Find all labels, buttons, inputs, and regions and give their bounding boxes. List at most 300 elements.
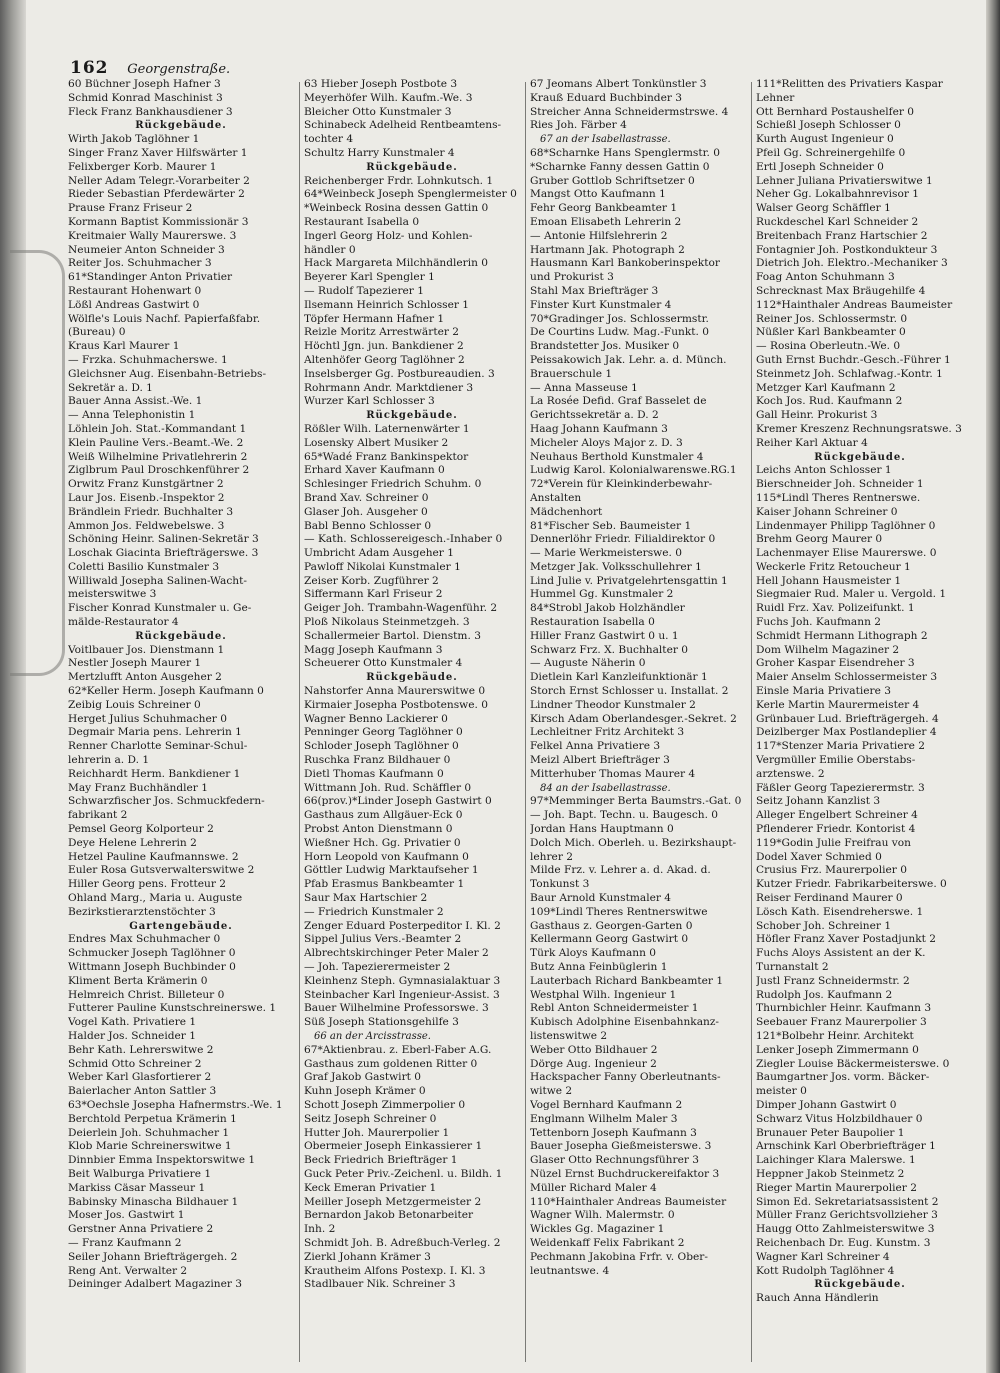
entry-line: Reiser Ferdinand Maurer 0 (756, 892, 903, 905)
entry-line: 66(prov.)*Linder Joseph Gastwirt 0 (304, 795, 492, 808)
entry-line: händler 0 (304, 243, 356, 256)
entry-line: 66 an der Arcisstrasse. (314, 1030, 431, 1042)
entry-line: Seitz Joseph Schreiner 0 (304, 1112, 437, 1125)
entry-line: Micheler Aloys Major z. D. 3 (530, 436, 683, 449)
entry-line: Pechmann Jakobina Frfr. v. Ober- (530, 1250, 708, 1263)
entry-line: Rudolph Jos. Kaufmann 2 (756, 988, 893, 1001)
entry-line: Reiher Karl Aktuar 4 (756, 436, 868, 449)
entry-line: Ott Bernhard Postaushelfer 0 (756, 105, 915, 118)
entry-line: Ruckdeschel Karl Schneider 2 (756, 215, 919, 228)
entry-line: — Friedrich Kunstmaler 2 (304, 905, 444, 918)
entry-line: Hiller Franz Gastwirt 0 u. 1 (530, 629, 679, 642)
entry-line: Rebl Anton Schneidermeister 1 (530, 1002, 699, 1015)
entry-line: Rückgebäude. (366, 410, 458, 422)
entry-line: — Frzka. Schuhmacherswe. 1 (68, 353, 228, 366)
entry-line: Turnanstalt 2 (756, 961, 829, 973)
entry-line: Losensky Albert Musiker 2 (304, 436, 449, 449)
entry-line: Wießner Hch. Gg. Privatier 0 (304, 836, 461, 849)
entry-line: — Anna Masseuse 1 (530, 381, 638, 394)
entry-line: Rieder Sebastian Pferdewärter 2 (68, 188, 245, 201)
entry-line: Zenger Eduard Posterpeditor I. Kl. 2 (304, 919, 501, 932)
entry-line: Felixberger Korb. Maurer 1 (68, 160, 217, 173)
entry-line: Gasthaus zum goldenen Ritter 0 (304, 1057, 478, 1070)
entry-line: leutnantswe. 4 (530, 1264, 610, 1277)
entry-line: Kremer Kreszenz Rechnungsratswe. 3 (756, 422, 962, 435)
entry-line: und Prokurist 3 (530, 271, 614, 284)
entry-line: Kott Rudolph Taglöhner 4 (756, 1264, 895, 1277)
entry-line: Kormann Baptist Kommissionär 3 (68, 215, 249, 228)
entry-line: Euler Rosa Gutsverwalterswitwe 2 (68, 864, 255, 877)
entry-line: Schober Joh. Schreiner 1 (756, 919, 892, 932)
entry-line: Tettenborn Joseph Kaufmann 3 (530, 1126, 697, 1139)
entry-line: Loschak Giacinta Briefträgerswe. 3 (68, 547, 259, 560)
entry-line: Kreitmaier Wally Maurerswe. 3 (68, 229, 237, 242)
entry-line: Höchtl Jgn. jun. Bankdiener 2 (304, 340, 464, 353)
entry-line: Reizle Moritz Arrestwärter 2 (304, 326, 460, 339)
entry-line: Inh. 2 (304, 1223, 336, 1236)
column-rule (751, 82, 752, 1362)
entry-line: Horn Leopold von Kaufmann 0 (304, 850, 469, 863)
entry-line: Zeiser Korb. Zugführer 2 (304, 574, 439, 587)
entry-line: Voitlbauer Jos. Dienstmann 1 (68, 643, 225, 656)
entry-line: Gasthaus z. Georgen-Garten 0 (530, 919, 693, 932)
entry-line: 81*Fischer Seb. Baumeister 1 (530, 519, 692, 532)
entry-line: — Antonie Hilfslehrerin 2 (530, 229, 668, 242)
entry-line: Wagner Benno Lackierer 0 (304, 712, 448, 725)
entry-line: Wittmann Joh. Rud. Schäffler 0 (304, 781, 472, 794)
entry-line: Alleger Engelbert Schreiner 4 (756, 809, 918, 822)
entry-line: Pemsel Georg Kolporteur 2 (68, 823, 214, 836)
entry-line: Hetzel Pauline Kaufmannswe. 2 (68, 850, 239, 863)
entry-line: Neher Gg. Lokalbahnrevisor 1 (756, 188, 920, 201)
entry-line: 63*Oechsle Josepha Hafnermstrs.-We. 1 (68, 1098, 283, 1111)
entry-line: Ziegler Louise Bäckermeisterswe. 0 (756, 1057, 950, 1070)
entry-line: *Weinbeck Rosina dessen Gattin 0 (304, 202, 489, 215)
entry-line: (Bureau) 0 (68, 326, 126, 339)
entry-line: Tonkunst 3 (530, 878, 590, 891)
entry-line: Vogel Bernhard Kaufmann 2 (530, 1098, 683, 1111)
entry-line: Meiller Joseph Metzgermeister 2 (304, 1195, 482, 1208)
entry-line: Hutter Joh. Maurerpolier 1 (304, 1126, 450, 1139)
entry-line: Schmidt Joh. B. Adreßbuch-Verleg. 2 (304, 1236, 501, 1249)
entry-line: Schwarz Vitus Holzbildhauer 0 (756, 1112, 923, 1125)
entry-line: Geiger Joh. Trambahn-Wagenführ. 2 (304, 602, 498, 615)
entry-line: — Rosina Oberleutn.-We. 0 (756, 340, 901, 353)
entry-line: Stadlbauer Nik. Schreiner 3 (304, 1278, 456, 1291)
entry-line: Scheuerer Otto Kunstmaler 4 (304, 657, 463, 670)
entry-line: Westphal Wilh. Ingenieur 1 (530, 988, 677, 1001)
entry-line: Metzger Jak. Volksschullehrer 1 (530, 560, 702, 573)
entry-line: Dodel Xaver Schmied 0 (756, 850, 882, 863)
entry-line: Haag Johann Kaufmann 3 (530, 422, 668, 435)
entry-line: Schallermeier Bartol. Dienstm. 3 (304, 629, 481, 642)
entry-line: Lindenmayer Philipp Taglöhner 0 (756, 519, 936, 532)
entry-line: Gerichtssekretär a. D. 2 (530, 409, 659, 422)
entry-line: Seiler Johann Briefträgergeh. 2 (68, 1250, 238, 1263)
entry-line: Restaurant Hohenwart 0 (68, 284, 202, 297)
entry-line: Dietlein Karl Kanzleifunktionär 1 (530, 671, 708, 684)
entry-line: Rückgebäude. (366, 672, 458, 684)
entry-line: Lößl Andreas Gastwirt 0 (68, 298, 200, 311)
entry-line: Lehner Juliana Privatierswitwe 1 (756, 174, 933, 187)
entry-line: Ploß Nikolaus Steinmetzgeh. 3 (304, 616, 470, 629)
entry-line: Probst Anton Dienstmann 0 (304, 823, 453, 836)
entry-line: Umbricht Adam Ausgeher 1 (304, 547, 454, 560)
entry-line: Schwarz Frz. X. Buchhalter 0 (530, 643, 689, 656)
entry-line: Inselsberger Gg. Postbureaudien. 3 (304, 367, 495, 380)
entry-line: Bierschneider Joh. Schneider 1 (756, 478, 924, 491)
entry-line: Lind Julie v. Privatgelehrtensgattin 1 (530, 574, 728, 587)
entry-line: Schott Joseph Zimmerpolier 0 (304, 1098, 466, 1111)
entry-line: Kurth August Ingenieur 0 (756, 133, 894, 146)
entry-line: Grünbauer Lud. Briefträgergeh. 4 (756, 712, 939, 725)
entry-line: Steinmetz Joh. Schlafwag.-Kontr. 1 (756, 367, 943, 380)
entry-line: Deye Helene Lehrerin 2 (68, 836, 197, 849)
entry-line: Krauß Eduard Buchbinder 3 (530, 91, 683, 104)
entry-line: — Joh. Bapt. Techn. u. Baugesch. 0 (530, 809, 719, 822)
book-binding (0, 0, 26, 1373)
entry-line: Schießl Joseph Schlosser 0 (756, 119, 901, 132)
entry-line: Baur Arnold Kunstmaler 4 (530, 892, 672, 905)
entry-line: 97*Memminger Berta Baumstrs.-Gat. 0 (530, 795, 742, 808)
entry-line: Krautheim Alfons Postexp. I. Kl. 3 (304, 1264, 486, 1277)
entry-line: Dom Wilhelm Magaziner 2 (756, 643, 900, 656)
entry-line: Streicher Anna Schneidermstrswe. 4 (530, 105, 729, 118)
entry-line: Ingerl Georg Holz- und Kohlen- (304, 229, 473, 242)
entry-line: Saur Max Hartschier 2 (304, 892, 428, 905)
entry-line: 67*Aktienbrau. z. Eberl-Faber A.G. (304, 1043, 492, 1056)
entry-line: Rückgebäude. (814, 1279, 906, 1291)
page-number: 162 (70, 58, 109, 78)
entry-line: Baierlacher Anton Sattler 3 (68, 1085, 217, 1098)
entry-line: Kerle Martin Maurermeister 4 (756, 698, 920, 711)
entry-line: meister 0 (756, 1085, 807, 1098)
entry-line: Deizlberger Max Postlandeplier 4 (756, 726, 937, 739)
entry-line: Ilsemann Heinrich Schlosser 1 (304, 298, 470, 311)
entry-line: Schloder Joseph Taglöhner 0 (304, 740, 459, 753)
entry-line: Seebauer Franz Maurerpolier 3 (756, 1016, 927, 1029)
entry-line: Orwitz Franz Kunstgärtner 2 (68, 478, 224, 491)
entry-line: Meyerhöfer Wilh. Kaufm.-We. 3 (304, 91, 473, 104)
entry-line: Graf Jakob Gastwirt 0 (304, 1071, 421, 1084)
entry-line: Ruidl Frz. Xav. Polizeifunkt. 1 (756, 602, 915, 615)
entry-line: 67 an der Isabellastrasse. (540, 134, 671, 146)
entry-line: Lachenmayer Elise Maurerswe. 0 (756, 547, 937, 560)
entry-line: Laur Jos. Eisenb.-Inspektor 2 (68, 491, 225, 504)
entry-line: Brehm Georg Maurer 0 (756, 533, 883, 546)
entry-line: Brunauer Peter Baupolier 1 (756, 1126, 905, 1139)
entry-line: Heppner Jakob Steinmetz 2 (756, 1167, 905, 1180)
entry-line: Magg Joseph Kaufmann 3 (304, 643, 443, 656)
entry-line: Emoan Elisabeth Lehrerin 2 (530, 215, 682, 228)
entry-line: Schmid Konrad Maschinist 3 (68, 91, 223, 104)
entry-line: Endres Max Schuhmacher 0 (68, 933, 221, 946)
entry-line: Rückgebäude. (366, 161, 458, 173)
entry-line: Steinbacher Karl Ingenieur-Assist. 3 (304, 988, 500, 1001)
entry-line: Bezirkstierarztenstöchter 3 (68, 905, 216, 918)
entry-line: Wurzer Karl Schlosser 3 (304, 395, 435, 408)
entry-line: Fischer Konrad Kunstmaler u. Ge- (68, 602, 252, 615)
entry-line: Zierkl Johann Krämer 3 (304, 1250, 431, 1263)
entry-line: Einsle Maria Privatiere 3 (756, 685, 891, 698)
entry-line: Maier Anselm Schlossermeister 3 (756, 671, 938, 684)
entry-line: Dimper Johann Gastwirt 0 (756, 1098, 897, 1111)
entry-line: Penninger Georg Taglöhner 0 (304, 726, 463, 739)
entry-line: Schmidt Hermann Lithograph 2 (756, 629, 928, 642)
column-rule (525, 82, 526, 1362)
entry-line: 60 Büchner Joseph Hafner 3 (68, 78, 221, 90)
entry-line: Altenhöfer Georg Taglöhner 2 (304, 353, 465, 366)
column-3 (530, 78, 748, 1368)
entry-line: — Marie Werkmeisterswe. 0 (530, 547, 682, 560)
entry-line: Kaiser Johann Schreiner 0 (756, 505, 898, 518)
entry-line: Koch Jos. Rud. Kaufmann 2 (756, 395, 903, 408)
entry-line: Coletti Basilio Kunstmaler 3 (68, 560, 220, 573)
entry-line: Glaser Joh. Ausgeher 0 (304, 505, 428, 518)
entry-line: Gartengebäude. (129, 920, 233, 932)
entry-line: Reiter Jos. Schuhmacher 3 (68, 257, 212, 270)
entry-line: Schmucker Joseph Taglöhner 0 (68, 947, 236, 960)
entry-line: Sippel Julius Vers.-Beamter 2 (304, 933, 462, 946)
entry-line: Lechleitner Fritz Architekt 3 (530, 726, 685, 739)
entry-line: Lenker Joseph Zimmermann 0 (756, 1043, 919, 1056)
entry-line: Kirmaier Josepha Postbotenswe. 0 (304, 698, 488, 711)
entry-line: 84*Strobl Jakob Holzhändler (530, 602, 685, 615)
entry-line: Beit Walburga Privatiere 1 (68, 1167, 212, 1180)
entry-line: Nüzel Ernst Buchdruckereifaktor 3 (530, 1167, 720, 1180)
entry-line: mälde-Restaurator 4 (68, 616, 179, 629)
entry-line: Brauerschule 1 (530, 367, 613, 380)
entry-line: Moser Jos. Gastwirt 1 (68, 1209, 185, 1222)
entry-line: witwe 2 (530, 1085, 573, 1098)
entry-line: Rückgebäude. (135, 630, 227, 642)
entry-line: Schlesinger Friedrich Schuhm. 0 (304, 478, 482, 491)
binder-clip (10, 250, 65, 676)
page-edge (986, 0, 1000, 1373)
entry-line: Zeibig Louis Schreiner 0 (68, 698, 201, 711)
entry-line: Reiner Jos. Schlossermstr. 0 (756, 312, 908, 325)
entry-line: Dinnbier Emma Inspektorswitwe 1 (68, 1154, 256, 1167)
entry-line: Rohrmann Andr. Marktdiener 3 (304, 381, 474, 394)
entry-line: Babl Benno Schlosser 0 (304, 519, 432, 532)
entry-line: Laichinger Klara Malerswe. 1 (756, 1154, 916, 1167)
entry-line: Wittmann Joseph Buchbinder 0 (68, 961, 236, 973)
entry-line: Rückgebäude. (814, 451, 906, 463)
entry-line: arztenswe. 2 (756, 767, 825, 780)
entry-line: Restauration Isabella 0 (530, 616, 655, 629)
entry-line: Neuhaus Berthold Kunstmaler 4 (530, 450, 704, 463)
entry-line: 67 Jeomans Albert Tonkünstler 3 (530, 78, 707, 90)
entry-line: Nahstorfer Anna Maurerswitwe 0 (304, 685, 486, 698)
entry-line: Dennerlöhr Friedr. Filialdirektor 0 (530, 533, 716, 546)
entry-line: Rückgebäude. (135, 120, 227, 132)
entry-line: Mangst Otto Kaufmann 1 (530, 188, 666, 201)
entry-line: Markiss Cäsar Masseur 1 (68, 1181, 206, 1194)
entry-line: meisterswitwe 3 (68, 588, 157, 601)
entry-line: Pawloff Nikolai Kunstmaler 1 (304, 560, 461, 573)
entry-line: Hackspacher Fanny Oberleutnants- (530, 1071, 721, 1084)
entry-line: Ammon Jos. Feldwebelswe. 3 (68, 519, 225, 532)
entry-line: De Courtins Ludw. Mag.-Funkt. 0 (530, 326, 709, 339)
entry-line: lehrerin a. D. 1 (68, 754, 150, 767)
entry-line: Brandstetter Jos. Musiker 0 (530, 340, 680, 353)
entry-line: Bauer Josepha Gießmeisterswe. 3 (530, 1140, 712, 1153)
entry-line: Nüßler Karl Bankbeamter 0 (756, 326, 906, 339)
entry-line: Müller Franz Gerichtsvollzieher 3 (756, 1209, 938, 1222)
entry-line: Herget Julius Schuhmacher 0 (68, 712, 227, 725)
entry-line: Jordan Hans Hauptmann 0 (530, 823, 674, 836)
entry-line: Reichhardt Herm. Bankdiener 1 (68, 767, 241, 780)
entry-line: 62*Keller Herm. Joseph Kaufmann 0 (68, 685, 264, 698)
entry-line: Klob Marie Schreinerswitwe 1 (68, 1140, 232, 1153)
entry-line: Fleck Franz Bankhausdiener 3 (68, 105, 233, 118)
entry-line: Prause Franz Friseur 2 (68, 202, 193, 215)
entry-line: — Auguste Näherin 0 (530, 657, 646, 670)
entry-line: Schöning Heinr. Salinen-Sekretär 3 (68, 533, 259, 546)
entry-line: Brändlein Friedr. Buchhalter 3 (68, 505, 234, 518)
entry-line: Rauch Anna Händlerin (756, 1292, 879, 1305)
entry-line: Obermeier Joseph Einkassierer 1 (304, 1140, 483, 1153)
entry-line: Weber Otto Bildhauer 2 (530, 1043, 658, 1056)
entry-line: Vogel Kath. Privatiere 1 (68, 1016, 197, 1029)
entry-line: Ludwig Karol. Kolonialwarenswe.RG.1 (530, 464, 737, 477)
page-header (70, 58, 970, 80)
entry-line: Siffermann Karl Friseur 2 (304, 588, 443, 601)
entry-line: Deininger Adalbert Magaziner 3 (68, 1278, 243, 1291)
entry-line: Simon Ed. Sekretariatsassistent 2 (756, 1195, 939, 1208)
entry-line: Ruschka Franz Bildhauer 0 (304, 754, 451, 767)
entry-line: Breitenbach Franz Hartschier 2 (756, 229, 928, 242)
entry-line: Kuhn Joseph Krämer 0 (304, 1085, 426, 1098)
column-1 (68, 78, 294, 1368)
entry-line: Bauer Wilhelmine Professorswe. 3 (304, 1002, 489, 1015)
entry-line: Metzger Karl Kaufmann 2 (756, 381, 896, 394)
entry-line: — Franz Kaufmann 2 (68, 1236, 182, 1249)
entry-line: 68*Scharnke Hans Spenglermstr. 0 (530, 146, 720, 159)
entry-line: Kraus Karl Maurer 1 (68, 340, 180, 353)
entry-line: — Joh. Tapezierermeister 2 (304, 961, 451, 973)
entry-line: Meizl Albert Briefträger 3 (530, 754, 670, 767)
entry-line: Fehr Georg Bankbeamter 1 (530, 202, 678, 215)
entry-line: Neller Adam Telegr.-Vorarbeiter 2 (68, 174, 250, 187)
entry-line: Löhlein Joh. Stat.-Kommandant 1 (68, 422, 247, 435)
entry-line: Leichs Anton Schlosser 1 (756, 464, 892, 477)
entry-line: Gall Heinr. Prokurist 3 (756, 409, 878, 422)
entry-line: Bernardon Jakob Betonarbeiter (304, 1209, 474, 1222)
entry-line: Wagner Wilh. Malermstr. 0 (530, 1209, 675, 1222)
entry-line: Baumgartner Jos. vorm. Bäcker- (756, 1071, 930, 1084)
entry-line: Schinabeck Adelheid Rentbeamtens- (304, 119, 502, 132)
entry-line: Erhard Xaver Kaufmann 0 (304, 464, 445, 477)
entry-line: Wirth Jakob Taglöhner 1 (68, 133, 200, 146)
entry-line: Hummel Gg. Kunstmaler 2 (530, 588, 674, 601)
entry-line: Bauer Anna Assist.-We. 1 (68, 395, 203, 408)
entry-line: Mitterhuber Thomas Maurer 4 (530, 767, 696, 780)
entry-line: Finster Kurt Kunstmaler 4 (530, 298, 672, 311)
entry-line: Höfler Franz Xaver Postadjunkt 2 (756, 933, 937, 946)
entry-line: Reichenbach Dr. Eug. Kunstm. 3 (756, 1236, 931, 1249)
entry-line: Klein Pauline Vers.-Beamt.-We. 2 (68, 436, 244, 449)
entry-line: — Kath. Schlossereigesch.-Inhaber 0 (304, 533, 503, 546)
entry-line: 72*Verein für Kleinkinderbewahr- (530, 478, 713, 491)
entry-line: Mädchenhort (530, 505, 603, 518)
entry-line: Beyerer Karl Spengler 1 (304, 271, 435, 284)
entry-line: Kubisch Adolphine Eisenbahnkanz- (530, 1016, 719, 1029)
entry-line: 109*Lindl Theres Rentnerswitwe (530, 905, 708, 918)
entry-line: Weber Karl Glasfortierer 2 (68, 1071, 212, 1084)
entry-line: Futterer Pauline Kunstschreinerswe. 1 (68, 1002, 277, 1015)
entry-line: Ohland Marg., Maria u. Auguste (68, 892, 243, 905)
entry-line: Brand Xav. Schreiner 0 (304, 491, 429, 504)
entry-line: Pflenderer Friedr. Kontorist 4 (756, 823, 916, 836)
entry-line: 65*Wadé Franz Bankinspektor (304, 450, 469, 463)
entry-line: Mertzlufft Anton Ausgeher 2 (68, 671, 222, 684)
running-head: Georgenstraße. (127, 62, 231, 77)
entry-line: Hack Margareta Milchhändlerin 0 (304, 257, 489, 270)
entry-line: Wickles Gg. Magaziner 1 (530, 1223, 665, 1236)
entry-line: Kleinhenz Steph. Gymnasialaktuar 3 (304, 974, 501, 987)
column-rule (299, 82, 300, 1362)
entry-line: Behr Kath. Lehrerswitwe 2 (68, 1043, 214, 1056)
entry-line: Neumeier Anton Schneider 3 (68, 243, 225, 256)
entry-line: Groher Kaspar Eisendreher 3 (756, 657, 915, 670)
entry-line: Schmid Otto Schreiner 2 (68, 1057, 202, 1070)
entry-line: Hell Johann Hausmeister 1 (756, 574, 902, 587)
entry-line: Thurnbichler Heinr. Kaufmann 3 (756, 1002, 932, 1015)
entry-line: May Franz Buchhändler 1 (68, 781, 208, 794)
entry-line: Fäßler Georg Tapezierermstr. 3 (756, 781, 925, 794)
entry-line: Weckerle Fritz Retoucheur 1 (756, 560, 911, 573)
entry-line: Haugg Otto Zahlmeisterswitwe 3 (756, 1223, 935, 1236)
entry-line: Restaurant Isabella 0 (304, 215, 420, 228)
entry-line: Reng Ant. Verwalter 2 (68, 1264, 188, 1277)
entry-line: Beck Friedrich Briefträger 1 (304, 1154, 458, 1167)
entry-line: Weidenkaff Felix Fabrikant 2 (530, 1236, 685, 1249)
entry-line: Englmann Wilhelm Maler 3 (530, 1112, 678, 1125)
entry-line: — Anna Telephonistin 1 (68, 409, 196, 422)
entry-line: Guck Peter Priv.-Zeichenl. u. Bildh. 1 (304, 1167, 503, 1180)
entry-line: 63 Hieber Joseph Postbote 3 (304, 78, 458, 90)
entry-line: Lehner (756, 91, 795, 104)
entry-line: Weiß Wilhelmine Privatlehrerin 2 (68, 450, 248, 463)
column-2 (304, 78, 520, 1368)
entry-line: Fontagnier Joh. Postkondukteur 3 (756, 243, 938, 256)
entry-line: — Rudolf Tapezierer 1 (304, 284, 424, 297)
entry-line: Felkel Anna Privatiere 3 (530, 740, 661, 753)
entry-line: Storch Ernst Schlosser u. Installat. 2 (530, 685, 729, 698)
entry-line: Gruber Gottlob Schriftsetzer 0 (530, 174, 695, 187)
entry-line: Schrecknast Max Bräugehilfe 4 (756, 284, 926, 297)
entry-line: Crusius Frz. Maurerpolier 0 (756, 864, 907, 877)
entry-line: Butz Anna Feinbüglerin 1 (530, 961, 668, 973)
entry-line: Kellermann Georg Gastwirt 0 (530, 933, 689, 946)
entry-line: Berchtold Perpetua Krämerin 1 (68, 1112, 237, 1125)
entry-line: Helmreich Christ. Billeteur 0 (68, 988, 225, 1001)
entry-line: fabrikant 2 (68, 809, 128, 822)
entry-line: 84 an der Isabellastrasse. (540, 782, 671, 794)
entry-line: Kirsch Adam Oberlandesger.-Sekret. 2 (530, 712, 737, 725)
entry-line: Vergmüller Emilie Oberstabs- (756, 754, 916, 767)
entry-line: lehrer 2 (530, 850, 573, 863)
entry-line: Wölfle's Louis Nachf. Papierfaßfabr. (68, 312, 261, 325)
entry-line: 61*Standinger Anton Privatier (68, 271, 233, 284)
entry-line: Fuchs Joh. Kaufmann 2 (756, 616, 882, 629)
entry-line: Kliment Berta Krämerin 0 (68, 974, 208, 987)
entry-line: Gerstner Anna Privatiere 2 (68, 1223, 214, 1236)
entry-line: Fuchs Aloys Assistent an der K. (756, 947, 926, 960)
entry-line: Türk Aloys Kaufmann 0 (530, 947, 657, 960)
entry-line: Schultz Harry Kunstmaler 4 (304, 146, 455, 159)
